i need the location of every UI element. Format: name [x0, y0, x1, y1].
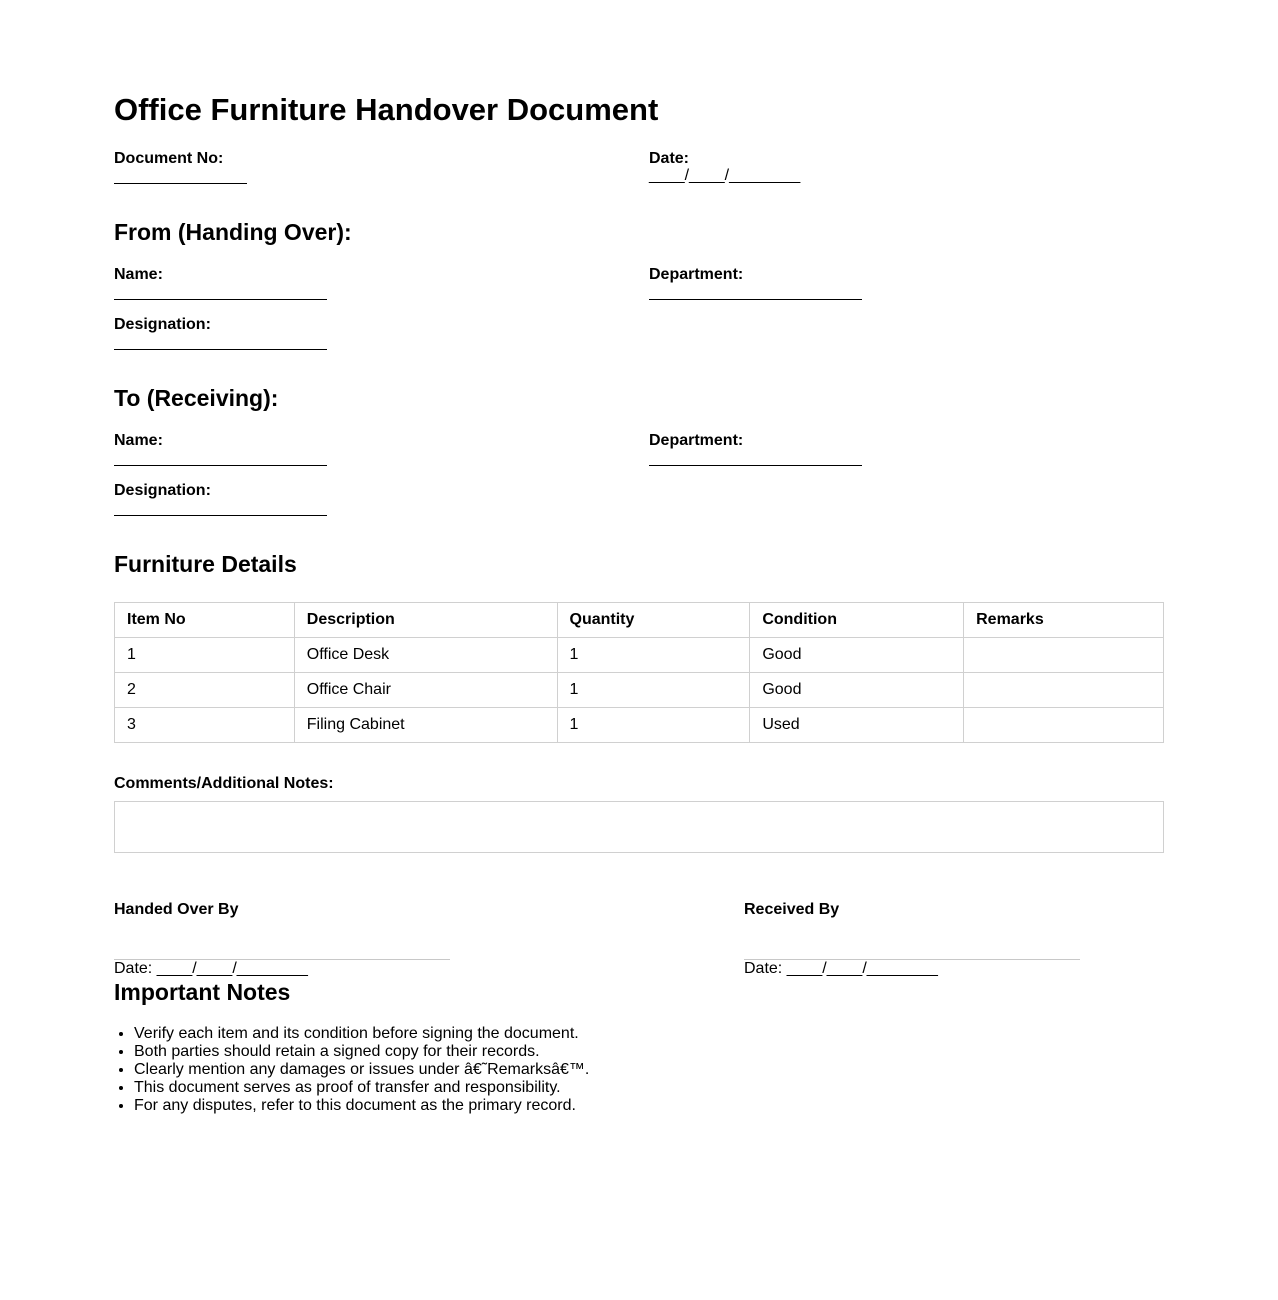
column-header-quantity: Quantity: [557, 603, 750, 638]
received-date-field[interactable]: Date: ____/____/________: [744, 960, 938, 977]
to-department-label: Department:: [649, 432, 744, 449]
from-department-field[interactable]: [649, 299, 862, 300]
table-header-row: [115, 603, 1164, 638]
column-header-item-no: Item No: [115, 603, 295, 638]
list-item: • Verify each item and its condition before signing the document.: [134, 1025, 589, 1043]
cell-condition: Used: [750, 708, 964, 743]
table-row: [115, 673, 1164, 708]
comments-textarea[interactable]: [114, 801, 1164, 853]
list-item: • This document serves as proof of transfer and responsibility.: [134, 1079, 589, 1097]
to-designation-field[interactable]: [114, 515, 327, 516]
cell-condition: Good: [750, 638, 964, 673]
date-label: Date:: [649, 150, 690, 167]
page-title: Office Furniture Handover Document: [114, 92, 659, 127]
important-notes-heading: Important Notes: [114, 979, 291, 1005]
cell-condition: Good: [750, 673, 964, 708]
furniture-table: [114, 602, 1164, 743]
column-header-description: Description: [294, 603, 557, 638]
list-item: • For any disputes, refer to this document as the primary record.: [134, 1097, 589, 1115]
cell-remarks[interactable]: [964, 638, 1164, 673]
furniture-heading: Furniture Details: [114, 551, 297, 577]
date-field[interactable]: ____/____/________: [649, 167, 801, 184]
from-name-field[interactable]: [114, 299, 327, 300]
from-designation-label: Designation:: [114, 316, 211, 333]
cell-item-no: 3: [115, 708, 295, 743]
cell-description: Office Chair: [294, 673, 557, 708]
cell-quantity: 1: [557, 673, 750, 708]
handed-over-date-field[interactable]: Date: ____/____/________: [114, 960, 308, 977]
from-name-label: Name:: [114, 266, 163, 283]
cell-quantity: 1: [557, 708, 750, 743]
cell-remarks[interactable]: [964, 673, 1164, 708]
important-notes-list: [114, 1025, 589, 1115]
column-header-condition: Condition: [750, 603, 964, 638]
document-no-field[interactable]: [114, 183, 247, 184]
cell-quantity: 1: [557, 638, 750, 673]
document-no-label: Document No:: [114, 150, 224, 167]
cell-description: Office Desk: [294, 638, 557, 673]
table-row: [115, 708, 1164, 743]
to-department-field[interactable]: [649, 465, 862, 466]
to-name-field[interactable]: [114, 465, 327, 466]
cell-description: Filing Cabinet: [294, 708, 557, 743]
table-row: [115, 638, 1164, 673]
list-item: • Clearly mention any damages or issues under â€˜Remarksâ€™.: [134, 1061, 589, 1079]
list-item: • Both parties should retain a signed copy for their records.: [134, 1043, 589, 1061]
from-department-label: Department:: [649, 266, 744, 283]
received-by-label: Received By: [744, 901, 840, 918]
to-designation-label: Designation:: [114, 482, 211, 499]
to-heading: To (Receiving):: [114, 385, 279, 411]
column-header-remarks: Remarks: [964, 603, 1164, 638]
from-designation-field[interactable]: [114, 349, 327, 350]
cell-item-no: 2: [115, 673, 295, 708]
to-name-label: Name:: [114, 432, 163, 449]
comments-label: Comments/Additional Notes:: [114, 775, 334, 792]
from-heading: From (Handing Over):: [114, 219, 352, 245]
cell-item-no: 1: [115, 638, 295, 673]
cell-remarks[interactable]: [964, 708, 1164, 743]
handed-over-by-label: Handed Over By: [114, 901, 239, 918]
